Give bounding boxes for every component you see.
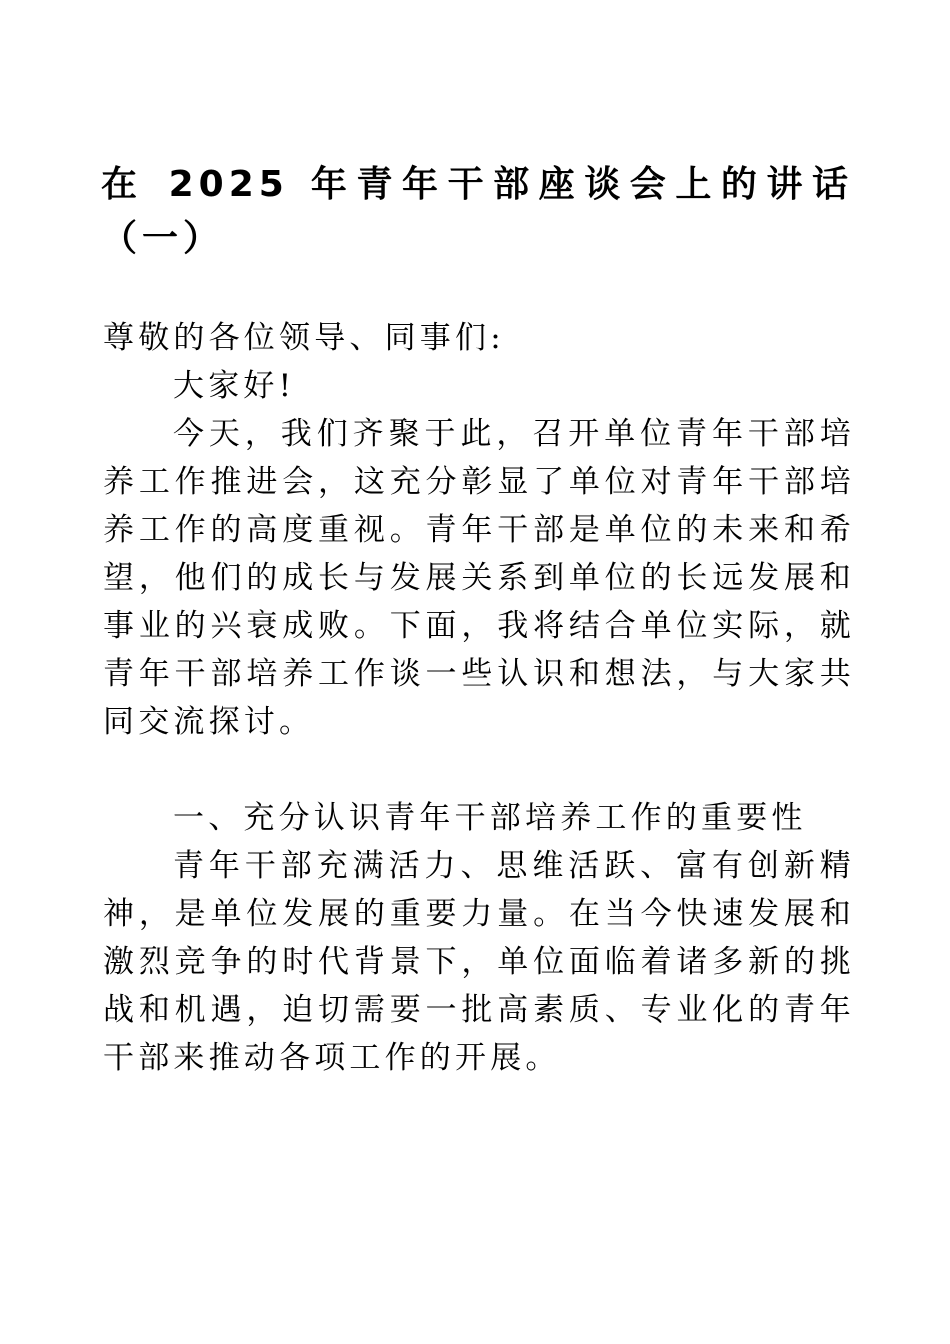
salutation: 尊敬的各位领导、同事们:	[103, 320, 505, 356]
greeting: 大家好!	[173, 368, 296, 404]
section-heading: 一、充分认识青年干部培养工作的重要性	[173, 800, 807, 836]
document-title: 在 2025 年青年干部座谈会上的讲话（一）	[101, 164, 853, 259]
section-paragraph: 青年干部充满活力、思维活跃、富有创新精神，是单位发展的重要力量。在当今快速发展和激烈竞争的时代背景下，单位面临着诸多新的挑战和机遇，迫切需要一批高素质、专业化的青年干部来推动各项工作的开展。	[103, 848, 855, 1076]
intro-paragraph: 今天，我们齐聚于此，召开单位青年干部培养工作推进会，这充分彰显了单位对青年干部培养工作的高度重视。青年干部是单位的未来和希望，他们的成长与发展关系到单位的长远发展和事业的兴衰成败。下面，我将结合单位实际，就青年干部培养工作谈一些认识和想法，与大家共同交流探讨。	[103, 416, 855, 740]
document-body	[103, 314, 855, 1082]
